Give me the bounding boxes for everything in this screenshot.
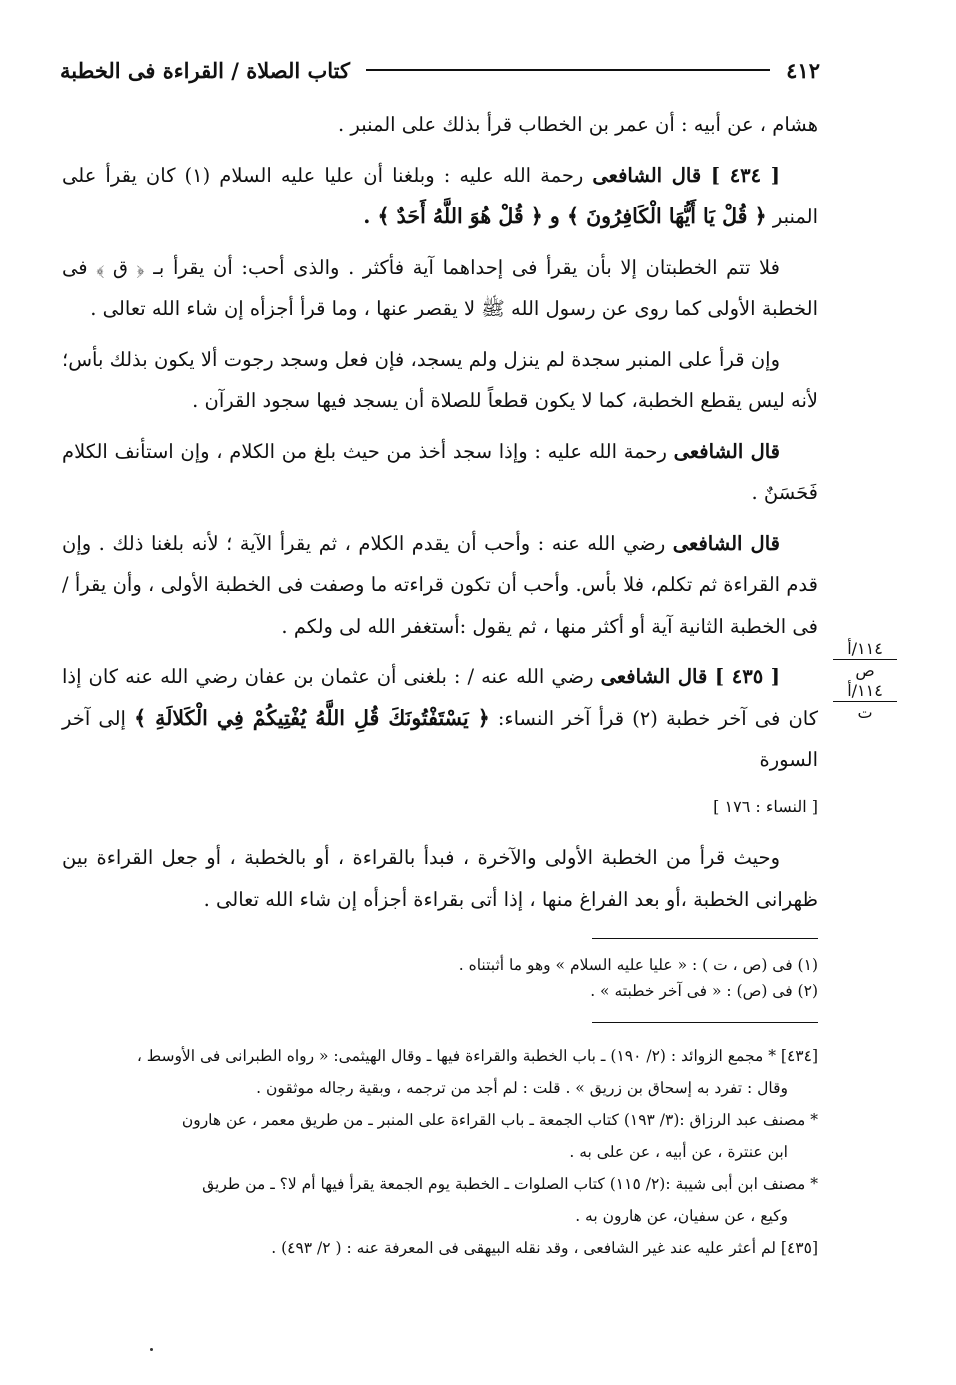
paragraph-435-text: رضي الله عنه / : بلغنى أن عثمان بن عفان رضي الله عنه كان إذا كان فى آخر خطبة (٢) قرأ آخر النساء: [62,665,818,730]
margin-ref-1: ١١٤/أ [833,640,897,660]
note-1: (١) فى (ص ، ت ) : « عليا عليه السلام » وهو ما أثبتناه . [458,956,818,974]
paragraph-8: وحيث قرأ من الخطبة الأولى والآخرة ، فبدأ بالقراءة ، أو بالخطبة ، أو جعل القراءة بين ظهرانى الخطبة ،أو بعد الفراغ منها ، إذا أتى بقراءة أجزأه إن شاء الله تعالى . [62,846,818,911]
paragraph-3: فلا تتم الخطبتان إلا بأن يقرأ فى إحداهما آية فأكثر . والذى أحب: أن يقرأ بـ ﴿ ق ﴾ فى الخطبة الأولى كما روى عن رسول الله ﷺ لا يقصر عنها ، وما قرأ أجزأه إن شاء الله تعالى . [62,255,818,320]
variant-notes [62,952,818,1004]
header-title: كتاب الصلاة / القراءة فى الخطبة [60,57,351,83]
source-3a: * مصنف ابن أبى شيبة :(٢/ ١١٥) كتاب الصلوات ـ الخطبة يوم الجمعة يقرأ فيها أم لا؟ ـ من طريق [202,1175,818,1193]
paragraph-1: هشام ، عن أبيه : أن عمر بن الخطاب قرأ بذلك على المنبر . [338,113,818,136]
paragraph-434 [62,155,818,238]
paragraph-435-tail: إلى آخر السورة [62,706,818,771]
source-3b: وكيع ، عن سفيان، عن هارون به . [575,1207,788,1225]
source-1a: [٤٣٤] * مجمع الزوائد : (٢/ ١٩٠) ـ باب الخطبة والقراءة فيها ـ وقال الهيثمى: « رواه الطبرانى فى الأوسط ، [136,1047,818,1065]
print-speck [150,1348,153,1351]
paragraph-434-text: رحمة الله عليه : وبلغنا أن عليا عليه السلام (١) كان يقرأ على المنبر [62,163,818,228]
quran-quote-2: ﴿ يَسْتَفْتُونَكَ قُلِ اللَّهُ يُفْتِيكُمْ فِي الْكَلالَةِ ﴾ [134,705,490,730]
source-1b: وقال : تفرد به إسحاق بن زريق » . قلت : لم أجد من ترجمه ، وبقية رجاله موثقون . [256,1079,788,1097]
footnote-rule-top [592,938,818,939]
source-4: [٤٣٥] لم أعثر عليه عند غير الشافعى ، وقد نقله البيهقى فى المعرفة عنه : ( ٢/ ٤٩٣) . [271,1239,818,1257]
paragraph-435 [62,656,818,781]
margin-siglum-1: ص [855,661,875,680]
page-number: ٤١٢ [786,57,820,83]
section-heading-434: [ ٤٣٤ ] قال الشافعى [592,163,781,187]
running-header [60,50,820,90]
paragraph-5-text: رحمة الله عليه : وإذا سجد أخذ من حيث بلغ من الكلام ، وإن استأنف الكلام فَحَسَنٌ . [62,439,818,504]
margin-siglum-2: ت [857,703,873,722]
paragraph-4: وإن قرأ على المنبر سجدة لم ينزل ولم يسجد، فإن فعل وسجد رجوت ألا يكون بذلك بأس؛ لأنه ليس يقطع الخطبة، كما لا يكون قطعاً للصلاة أن يسجد فيها سجود القرآن . [62,347,818,412]
speaker-heading-6: قال الشافعى [672,531,780,555]
section-heading-435: [ ٤٣٥ ] قال الشافعى [600,665,781,688]
speaker-heading-5: قال الشافعى [673,439,781,463]
source-2a: * مصنف عبد الرزاق :(٣/ ١٩٣) كتاب الجمعة ـ باب القراءة على المنبر ـ من طريق معمر ، عن هارون [181,1111,818,1129]
paragraph-6-text: رضي الله عنه : وأحب أن يقدم الكلام ، ثم يقرأ الآية ؛ لأنه بلغنا ذلك . وإن قدم القراءة ثم تكلم، فلا بأس. وأحب أن تكون قراءته ما وصفت فى الخطبة الأولى ، وأن يقرأ / فى الخطبة الثانية آية أو أكثر منها ، ثم يقول :أستغفر الله لى ولكم . [62,531,818,638]
header-rule [366,69,770,71]
margin-manuscript-refs [833,640,897,724]
note-2: (٢) فى (ص) : « فى آخر خطبته » . [590,982,818,1000]
paragraph-6 [62,523,818,648]
footnote-rule-bottom [592,1022,818,1023]
source-notes [62,1040,818,1264]
paragraph-5 [62,431,818,514]
source-2b: ابن عنترة ، عن أبيه ، عن على به . [569,1143,788,1161]
main-text [62,104,818,929]
margin-ref-2: ١١٤/أ [833,682,897,702]
quran-citation: [ النساء : ١٧٦ ] [713,796,818,816]
quran-quote-1: ﴿ قُلْ يَا أَيُّهَا الْكَافِرُونَ ﴾ و ﴿ قُلْ هُوَ اللَّهُ أَحَدٌ ﴾ . [363,204,767,228]
